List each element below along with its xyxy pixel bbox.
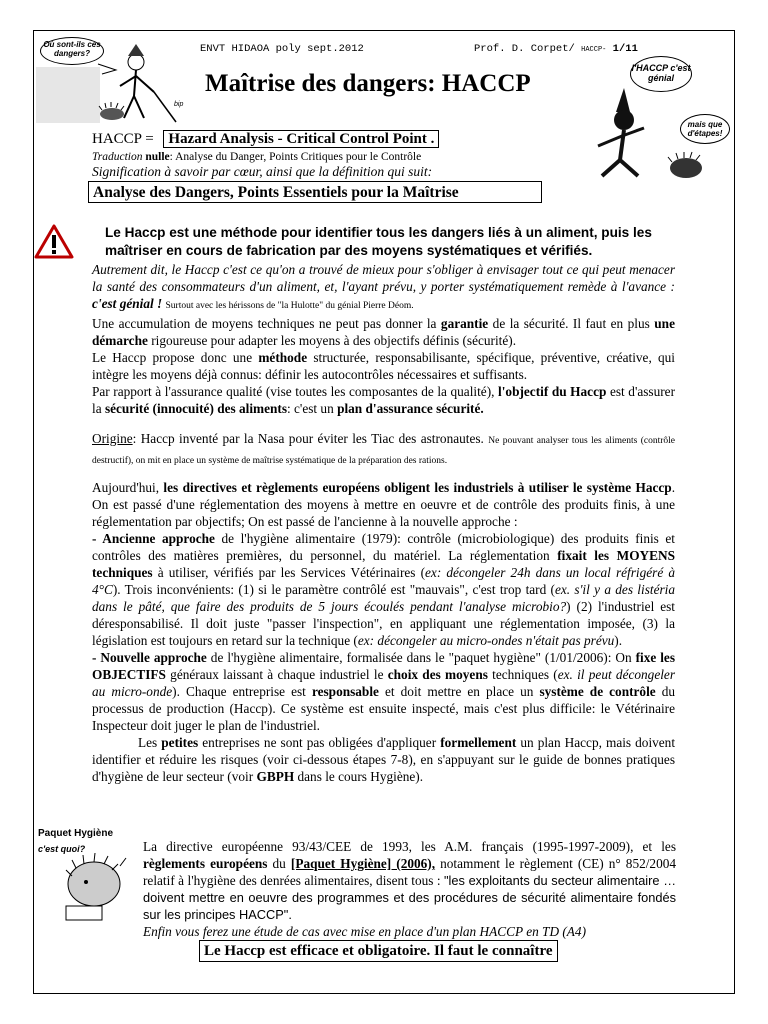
- paragraph-petites: [92, 734, 675, 785]
- signification-line: Signification à savoir par cœur, ainsi que la définition qui suit:: [92, 164, 433, 179]
- p5-b1: les directives et règlements européens obligent les industriels à utiliser le système Haccp: [163, 480, 672, 495]
- p5-c: . On est passé d'une réglementation des moyens à mettre en oeuvre et de contrôle des produits finis, à une réglementation par objectifs; On est passé de l'ancienne à la nouvelle approche :: [92, 480, 676, 529]
- p6-e: ) (2) l'industriel est déresponsabilisé. Il doit juste "passer l'inspection", en appliquant une réglementation imposée, (3) la législation est toujours en retard sur la technique (: [92, 599, 675, 648]
- hedgehog-icon: [36, 826, 132, 926]
- p9-quote: "les exploitants du secteur alimentaire … doivent mettre en oeuvre des programmes et des procédures de sécurité alimentaire fondés sur les principes HACCP".: [143, 873, 676, 922]
- p4-b1: l'objectif du Haccp: [498, 384, 607, 399]
- svg-text:bip: bip: [174, 101, 184, 108]
- p6-i3: ex: décongeler au micro-ondes n'était pas prévu: [357, 633, 615, 648]
- p7-g: du processus de production (Haccp). Ce système est ensuite inspecté, mais c'est plus difficile: le Vétérinaire Inspecteur doit juger le plan de l'industriel.: [92, 684, 676, 733]
- p7-b5: système de contrôle: [539, 684, 656, 699]
- p8-e: dans le cours Hygiène).: [297, 769, 424, 784]
- origine-small: Ne pouvant analyser tous les aliments (contrôle destructif), on mit en place un système de maîtrise systématique de la préparation des rations.: [92, 436, 675, 466]
- p4-c: est d'assurer la: [92, 384, 675, 416]
- p6-f: ).: [614, 633, 623, 648]
- p9-c: du: [272, 856, 286, 871]
- p6-i2: ex. s'il y a des listéria dans le pâté, que faire des produits de 5 jours écoulés pendant l'analyse microbio?: [92, 582, 675, 614]
- p2-c: de la sécurité. Il faut en plus: [492, 316, 650, 331]
- header-author-name: Prof. D. Corpet/: [474, 43, 575, 55]
- p1-italic: Autrement dit, le Haccp c'est ce qu'on a trouvé de mieux pour s'obliger à envisager tout ce qui peut menacer la santé des consommateurs d'un aliment, et, l'ayant prévu, y porter systématiquement remède à l'avance :: [92, 262, 675, 294]
- paragraph-aujourdhui: [92, 479, 675, 530]
- p8-b3: GBPH: [256, 769, 295, 784]
- p2-b1: garantie: [440, 316, 489, 331]
- p3-c: structurée, responsabilisante, spécifique, préventive, créative, qui intègre les moyens déjà connus: définir les autocontrôles nécessaires et suffisants.: [92, 350, 675, 382]
- p7-i1: ex. il peut décongeler au micro-onde: [92, 667, 675, 699]
- runner-bubble: l'HACCP c'est génial: [630, 56, 692, 92]
- p9-enfin: Enfin vous ferez une étude de cas avec mise en place d'un plan HACCP en TD (A4): [143, 924, 587, 939]
- warning-text: Le Haccp est une méthode pour identifier tous les dangers liés à un aliment, puis les maîtriser en cours de fabrication par des moyens systématiques et vérifiés.: [105, 225, 652, 258]
- cartoon-hedgehog: [36, 826, 132, 926]
- p9-a: La directive européenne 93/43/CEE de 1993, les A.M. français (1995-1997-2009), et les: [143, 839, 676, 854]
- p8-b1: petites: [161, 735, 199, 750]
- conclusion-box: Le Haccp est efficace et obligatoire. Il faut le connaître: [199, 940, 558, 962]
- trad-label: Traduction: [92, 151, 143, 163]
- p7-e: ). Chaque entreprise est: [172, 684, 306, 699]
- p4-a: Par rapport à l'assurance qualité (vise toutes les composantes de la qualité),: [92, 384, 495, 399]
- p7-f: et doit mettre en place un: [385, 684, 534, 699]
- origine-text: : Haccp inventé par la Nasa pour éviter les Tiac des astronautes.: [132, 431, 484, 446]
- hedgehog-bubble-small: mais que d'étapes!: [680, 114, 730, 144]
- p2-b2: une démarche: [92, 316, 675, 348]
- paragraph-origine: [92, 430, 675, 470]
- p9-b1: règlements européens: [143, 856, 268, 871]
- paragraph-nouvelle: [92, 649, 675, 734]
- paragraph-directive: [143, 838, 676, 940]
- p2-d: rigoureuse pour adapter les moyens à des objectifs définis (sécurité).: [151, 333, 517, 348]
- p6-b2: fixait les MOYENS techniques: [92, 548, 676, 580]
- definition-line: [92, 131, 439, 148]
- p8-d: un plan Haccp, mais doivent identifier et réduire les risques (voir ci-dessous étapes 7-8), en s'appuyant sur le guide de bonnes pratiques d'hygiène de leur secteur (voir: [92, 735, 676, 784]
- warning-triangle-icon: [34, 224, 74, 260]
- haccp-expansion: Hazard Analysis - Critical Control Point .: [163, 130, 439, 148]
- cartoon-runner: [568, 50, 736, 190]
- p6-d: ). Trois inconvénients: (1) si le paramètre contrôlé est "mauvais", c'est trop tard (: [112, 582, 555, 597]
- p7-b3: choix des moyens: [387, 667, 488, 682]
- p1-genial: c'est génial !: [92, 296, 163, 311]
- p4-b2: sécurité (innocuité) des aliments: [104, 401, 288, 416]
- p7-b2: fixe les OBJECTIFS: [92, 650, 676, 682]
- p6-b1: - Ancienne approche: [92, 531, 215, 546]
- meaning-box: Analyse des Dangers, Points Essentiels pour la Maîtrise: [88, 181, 542, 203]
- p8-c: entreprises ne sont pas obligées d'appliquer: [202, 735, 437, 750]
- p6-c: à utiliser, vérifiés par les Services Vétérinaires (: [157, 565, 426, 580]
- paragraph-methode: [92, 349, 675, 383]
- p8-a: Les: [138, 735, 158, 750]
- hedgehog-question: c'est quoi?: [38, 844, 86, 854]
- p7-b1: - Nouvelle approche: [92, 650, 207, 665]
- p8-b2: formellement: [440, 735, 517, 750]
- body-block-2: [92, 479, 675, 785]
- p7-c: généraux laissant à chaque industriel le: [170, 667, 384, 682]
- searcher-bubble: Où sont-ils ces dangers?: [40, 37, 104, 65]
- paragraph-objectif: [92, 383, 675, 417]
- paragraph-accumulation: [92, 315, 675, 349]
- trad-text: : Analyse du Danger, Points Critiques pour le Contrôle: [169, 151, 422, 163]
- header-tag: HACCP-: [581, 46, 607, 54]
- p7-b4: responsable: [311, 684, 379, 699]
- p2-a: Une accumulation de moyens techniques ne peut pas donner la: [92, 316, 437, 331]
- p5-a: Aujourd'hui,: [92, 480, 160, 495]
- haccp-prefix: HACCP =: [92, 131, 154, 147]
- trad-null: nulle: [145, 151, 170, 163]
- origine-label: Origine: [92, 431, 133, 446]
- header-page: 1/11: [612, 43, 638, 55]
- paragraph-autrement: [92, 261, 675, 315]
- p6-i1: ex: décongeler 24h dans un local réfrigéré à 4°C: [92, 565, 676, 597]
- p3-a: Le Haccp propose donc une: [92, 350, 253, 365]
- p6-a: de l'hygiène alimentaire (1979): contrôle (microbiologique) des produits finis et contrôles des matières premières, du personnel, du matériel. La réglementation: [92, 531, 675, 563]
- paragraph-ancienne: [92, 530, 675, 649]
- translation-line: [92, 151, 421, 163]
- body-block-1: [92, 261, 675, 417]
- p9-d: notamment le règlement (CE) n° 852/2004 relatif à l'hygiène des denrées alimentaires, disent tous :: [143, 856, 677, 888]
- hedgehog-label: Paquet Hygiène: [38, 828, 114, 839]
- p3-b: méthode: [258, 350, 308, 365]
- p7-d: techniques (: [492, 667, 558, 682]
- p4-b3: plan d'assurance sécurité.: [337, 401, 484, 416]
- page-title: Maîtrise des dangers: HACCP: [205, 70, 531, 97]
- p4-d: : c'est un: [287, 401, 334, 416]
- cartoon-searcher: [36, 34, 196, 124]
- p7-a: de l'hygiène alimentaire, formalisée dans le "paquet hygiène" (1/01/2006): On: [210, 650, 632, 665]
- header-course: ENVT HIDAOA poly sept.2012: [200, 43, 364, 55]
- p1-note: Surtout avec les hérissons de "la Hulotte" du génial Pierre Déom.: [165, 301, 414, 311]
- p9-b2: [Paquet Hygiène] (2006),: [290, 856, 436, 871]
